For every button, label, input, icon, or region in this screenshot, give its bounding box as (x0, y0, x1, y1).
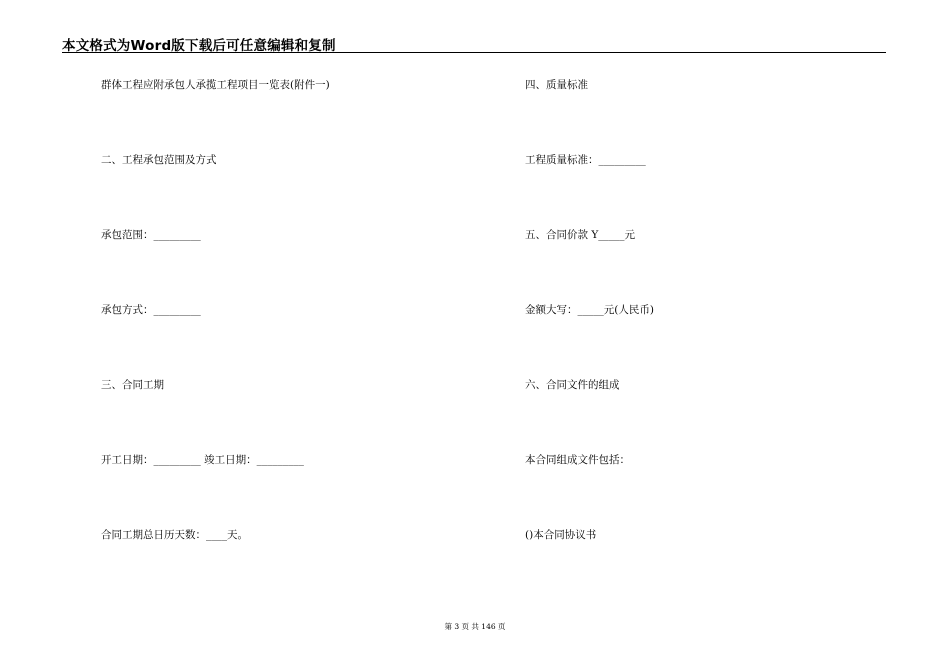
right-line-7: ()本合同协议书 (525, 529, 597, 541)
header-title: 本文格式为Word版下载后可任意编辑和复制 (62, 38, 336, 54)
right-line-1: 四、质量标准 (525, 79, 588, 91)
left-line-6: 开工日期：_________ 竣工日期：_________ (101, 454, 304, 466)
left-line-4: 承包方式：_________ (101, 304, 201, 316)
right-line-3: 五、合同价款 Y_____元 (525, 229, 636, 241)
right-line-2: 工程质量标准：_________ (525, 154, 646, 166)
left-line-7: 合同工期总日历天数：____天。 (101, 529, 248, 541)
right-line-6: 本合同组成文件包括： (525, 454, 630, 466)
right-line-5: 六、合同文件的组成 (525, 379, 620, 391)
left-line-3: 承包范围：_________ (101, 229, 201, 241)
page-footer: 第 3 页 共 146 页 (444, 622, 506, 631)
left-line-1: 群体工程应附承包人承揽工程项目一览表(附件一) (101, 79, 330, 91)
left-line-5: 三、合同工期 (101, 379, 164, 391)
page-header (62, 34, 886, 53)
left-line-2: 二、工程承包范围及方式 (101, 154, 217, 166)
right-line-4: 金额大写：_____元(人民币) (525, 304, 654, 316)
